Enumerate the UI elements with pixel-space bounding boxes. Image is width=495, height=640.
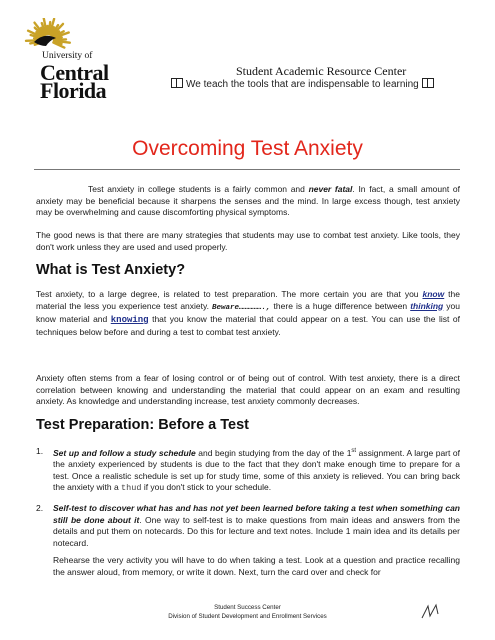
footer-line-2: Division of Student Development and Enrollment Services [168,613,327,620]
intro-paragraph-2: The good news is that there are many strategies that students may use to combat test anxiety. Like tools, they don't work unless they are used and used properly. [36,230,460,252]
title-divider [34,169,460,170]
footer-line-1: Student Success Center [214,604,281,611]
list-item [53,446,460,495]
item-text: assignment. A large part of the anxiety experienced by students is due to the fact that they don't make enough time to prepare for a test. Once a realistic schedule is set up for study time, some of this anxiety is relieved. You can bring back the anxiety with a [53,447,460,493]
intro-text: . In fact, a small amount of anxiety may be beneficial because it sharpens the senses and the mind. In large excess though, test anxiety may be overwhelming and cause discomforting physical symptoms. [36,184,460,217]
thinking-emphasis: thinking [410,300,444,311]
s1-text: you know material and [36,300,460,324]
s1-text: Test anxiety, to a large degree, is related to test preparation. The more certain you are that you [36,289,423,299]
footer [0,603,495,621]
tagline-text: We teach the tools that are indispensable to learning [186,79,419,90]
intro-paragraph-1 [36,184,460,219]
beware-emphasis: Beware……………., [212,303,271,312]
list-item-number: 1. [36,446,44,456]
knowing-emphasis: knowing [110,315,149,325]
center-name: Student Academic Resource Center [236,64,407,78]
know-emphasis: know [422,289,445,299]
superscript: st [351,448,357,454]
section1-paragraph-2: Anxiety often stems from a fear of losing control or of being out of control. With test anxiety, there is a direct correlation between knowing and understanding the material that could appear on an exam and resulting anxiety. As knowledge and understanding increase, test anxiety commonly decreases. [36,373,460,406]
item-text: if you don't stick to your schedule. [141,482,272,493]
tagline [168,78,437,90]
s1-text: there is a huge difference between [270,300,411,311]
list-item-continuation: Rehearse the very activity you will have to do when taking a test. Look at a question and practice recalling the answer aloud, from memory, or write it down. Next, turn the card over and check for [53,555,460,577]
item-text: . One way to self-test is to make questions from main ideas and answers from the details and put them on notecards. Do this for lecture and text notes. Include 1 main idea and its details per notecard. [53,514,461,548]
intro-text: Test anxiety in college students is a fairly common and [88,184,309,194]
book-icon [422,78,434,88]
logo-university-of: University of [42,51,93,61]
item-text: and begin studying from the day of the 1 [195,447,352,458]
thud-text: thud [121,483,142,494]
list-item-number: 2. [36,503,44,513]
logo-central: Central [40,60,109,85]
section-heading-before-test: Test Preparation: Before a Test [36,417,249,433]
item-lead: Set up and follow a study schedule [53,447,196,458]
book-icon [171,78,183,88]
logo-florida: Florida [40,78,107,103]
page-title: Overcoming Test Anxiety [132,137,363,160]
never-fatal-emphasis: never fatal [308,184,353,194]
item-lead: Self-test to discover what has and has not yet been learned before taking a test when something can still be done about it [53,503,460,525]
section-heading-what-is: What is Test Anxiety? [36,262,186,278]
list-item [53,503,460,549]
s1-text: the material the less you experience test anxiety. [36,289,460,311]
section1-paragraph-1 [36,289,460,338]
s1-text: that you know the material that could appear on a test. You can use the list of techniques below before and during a test to combat test anxiety. [36,314,460,337]
